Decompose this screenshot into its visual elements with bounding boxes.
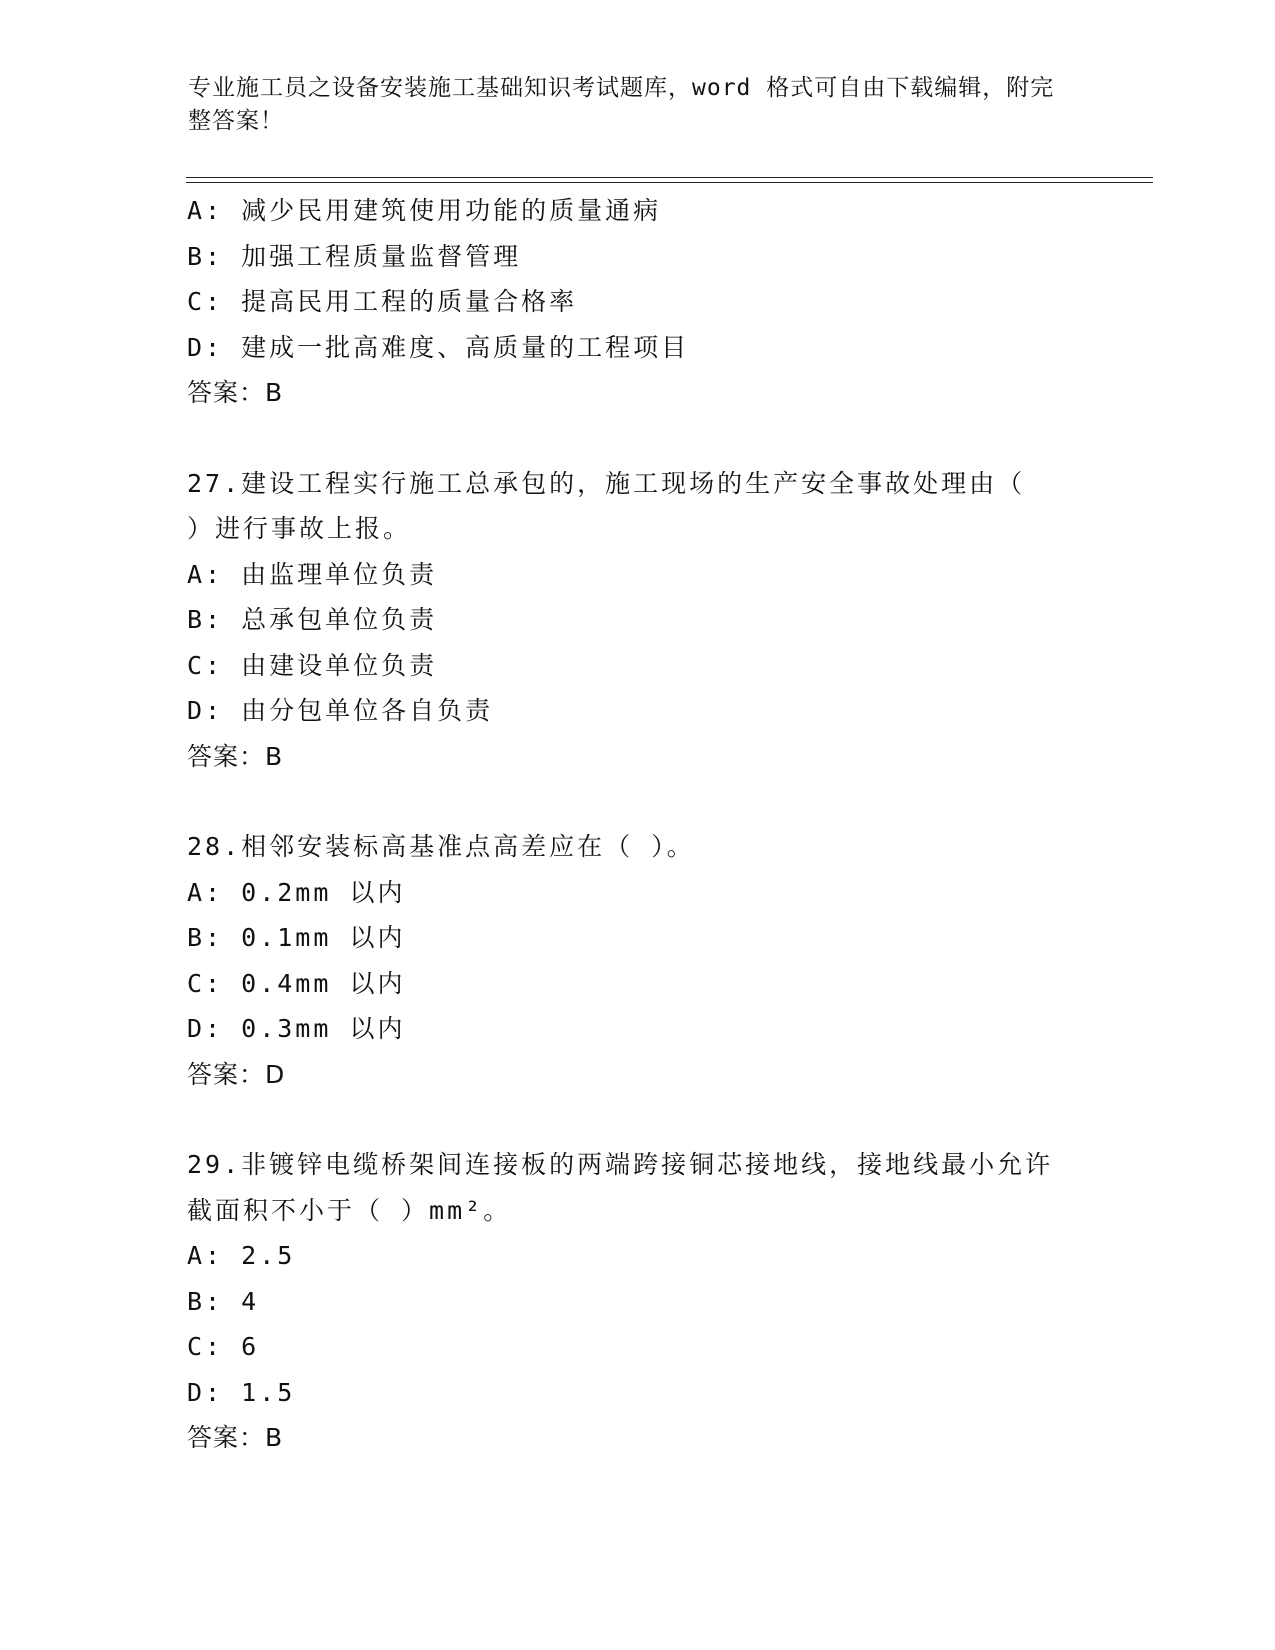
option-c: C: 提高民用工程的质量合格率 bbox=[187, 287, 578, 316]
option-a: A: 由监理单位负责 bbox=[187, 559, 438, 589]
option-c: C: 0.4mm 以内 bbox=[187, 968, 406, 998]
option-c: C: 6 bbox=[187, 1332, 260, 1361]
option-d: D: 由分包单位各自负责 bbox=[187, 696, 494, 725]
spacer bbox=[187, 1097, 1087, 1142]
header-line-2: 整答案！ bbox=[188, 108, 284, 134]
document-header bbox=[188, 72, 1068, 138]
header-line-1: 专业施工员之设备安装施工基础知识考试题库，word 格式可自由下载编辑，附完 bbox=[188, 75, 1055, 101]
question-26 bbox=[187, 188, 1087, 416]
option-d: D: 1.5 bbox=[187, 1377, 296, 1407]
question-stem-continued: ）进行事故上报。 bbox=[187, 514, 412, 543]
answer-label: 答案：B bbox=[187, 1423, 284, 1452]
question-stem: 29.非镀锌电缆桥架间连接板的两端跨接铜芯接地线，接地线最小允许 bbox=[187, 1150, 1054, 1179]
option-b: B: 4 bbox=[187, 1286, 260, 1316]
answer-label: 答案：D bbox=[187, 1059, 286, 1089]
option-b: B: 总承包单位负责 bbox=[187, 605, 438, 634]
option-d: D: 0.3mm 以内 bbox=[187, 1014, 406, 1043]
option-b: B: 加强工程质量监督管理 bbox=[187, 241, 522, 271]
question-28 bbox=[187, 824, 1087, 1097]
question-29 bbox=[187, 1142, 1087, 1461]
option-c: C: 由建设单位负责 bbox=[187, 650, 438, 680]
header-divider-bottom bbox=[186, 182, 1153, 183]
spacer bbox=[187, 779, 1087, 824]
option-a: A: 减少民用建筑使用功能的质量通病 bbox=[187, 196, 662, 225]
answer-label: 答案：B bbox=[187, 741, 284, 771]
option-a: A: 2.5 bbox=[187, 1241, 296, 1270]
answer-label: 答案：B bbox=[187, 378, 284, 407]
question-stem: 27.建设工程实行施工总承包的，施工现场的生产安全事故处理由（ bbox=[187, 468, 1026, 498]
spacer bbox=[187, 416, 1087, 461]
option-a: A: 0.2mm 以内 bbox=[187, 877, 406, 907]
question-stem-continued: 截面积不小于（ ）mm²。 bbox=[187, 1195, 512, 1225]
question-list bbox=[187, 188, 1087, 1461]
question-stem: 28.相邻安装标高基准点高差应在（ ）。 bbox=[187, 832, 695, 861]
option-d: D: 建成一批高难度、高质量的工程项目 bbox=[187, 332, 690, 362]
question-27 bbox=[187, 461, 1087, 780]
header-divider-top bbox=[186, 177, 1153, 178]
option-b: B: 0.1mm 以内 bbox=[187, 923, 406, 952]
